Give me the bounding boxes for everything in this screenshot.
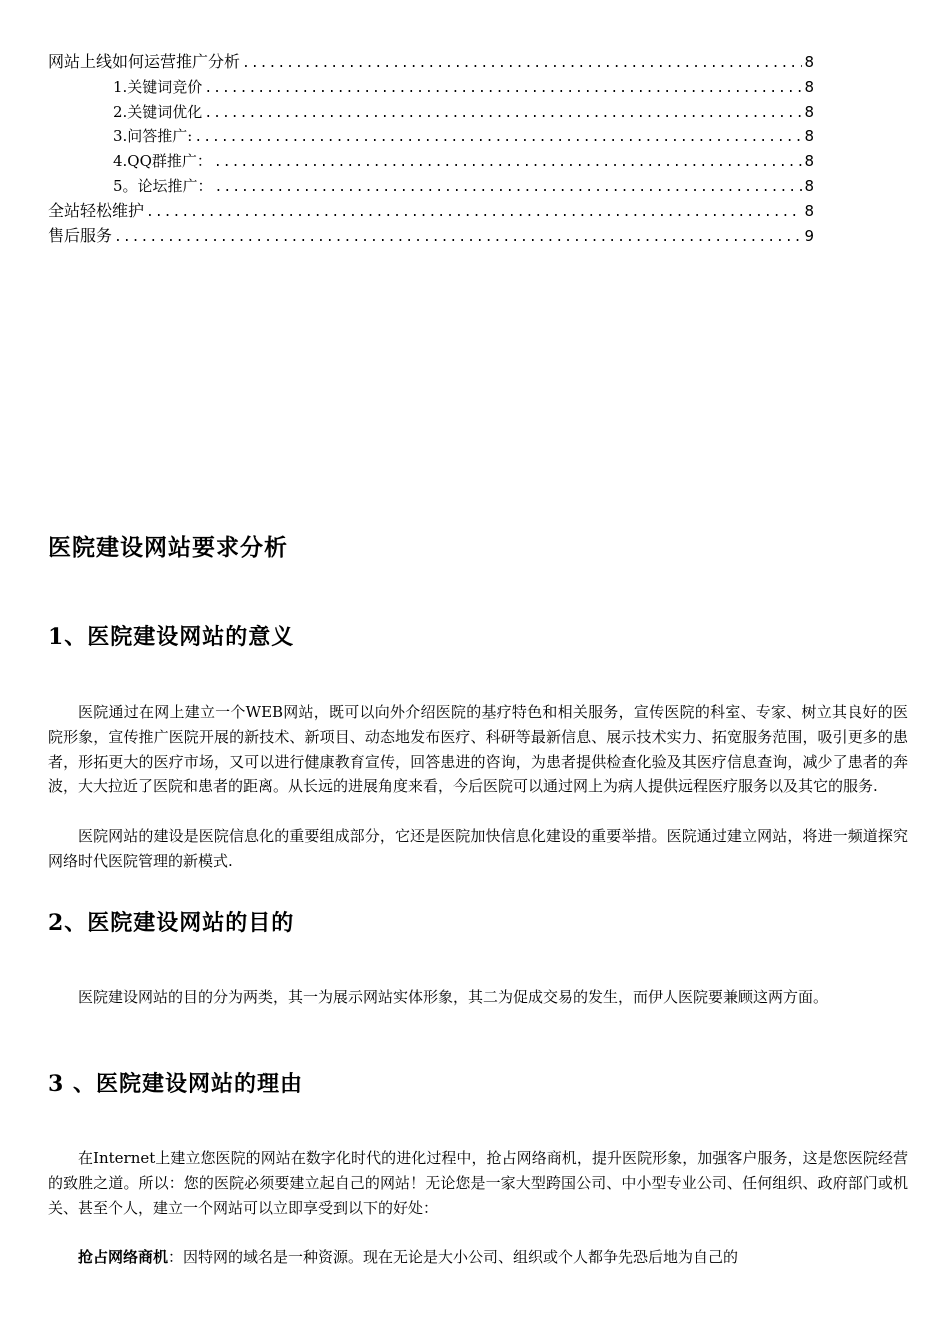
toc-page-number: 8: [804, 176, 814, 195]
body-paragraph: 医院网站的建设是医院信息化的重要组成部分，它还是医院加快信息化建设的重要举措。医院通过建立网站，将进一频道探究网络时代医院管理的新模式.: [48, 827, 908, 870]
toc-leader-dots: [214, 151, 803, 174]
toc-entry-text: 2.关键词优化: [113, 102, 203, 121]
toc-entry-text: 售后服务: [48, 225, 113, 245]
toc-page-number: 8: [804, 201, 814, 220]
toc-leader-dots: [242, 52, 802, 75]
section-heading: 2、医院建设网站的目的: [48, 910, 295, 936]
paragraph-text: ：因特网的域名是一种资源。现在无论是大小公司、组织或个人都争先恐后地为自己的: [168, 1248, 739, 1266]
table-of-contents: [48, 50, 814, 248]
toc-page-number: 8: [804, 77, 814, 96]
toc-entry-text: 3.问答推广:: [113, 127, 193, 146]
toc-page-number: 8: [804, 127, 814, 146]
body-paragraph: 医院通过在网上建立一个WEB网站，既可以向外介绍医院的基疗特色和相关服务，宣传医院的科室、专家、树立其良好的医院形象，宣传推广医院开展的新技术、新项目、动态地发布医疗、科研等最新信息、展示技术实力、拓宽服务范围，吸引更多的患者，形拓更大的医疗市场，又可以进行健康教育宣传，回答患进的咨询，为患者提供检查化验及其医疗信息查询，减少了患者的奔波，大大拉近了医院和患者的距离。从长远的进展角度来看，今后医院可以通过网上为病人提供远程医疗服务以及其它的服务.: [48, 703, 908, 796]
toc-entry-text: 全站轻松维护: [48, 200, 145, 220]
toc-entry[interactable]: [48, 149, 814, 174]
toc-leader-dots: [194, 126, 802, 149]
toc-entry[interactable]: [48, 174, 814, 199]
document-title: 医院建设网站要求分析: [48, 534, 288, 561]
body-paragraph: 医院建设网站的目的分为两类，其一为展示网站实体形象，其二为促成交易的发生，而伊人医院要兼顾这两方面。: [78, 988, 829, 1006]
toc-page-number: 8: [804, 102, 814, 121]
toc-entry-text: 5。论坛推广：: [113, 176, 213, 195]
toc-entry[interactable]: [48, 224, 814, 249]
toc-entry[interactable]: [48, 199, 814, 224]
toc-page-number: 8: [804, 152, 814, 171]
toc-entry[interactable]: [48, 75, 814, 100]
toc-entry[interactable]: [48, 50, 814, 75]
paragraph-lead-term: 抢占网络商机: [78, 1248, 169, 1266]
body-paragraph: [48, 1245, 908, 1270]
toc-leader-dots: [146, 201, 802, 224]
toc-entry[interactable]: [48, 100, 814, 125]
body-paragraph: 在Internet上建立您医院的网站在数字化时代的进化过程中，抢占网络商机，提升医院形象，加强客户服务，这是您医院经营的致胜之道。所以：您的医院必须要建立起自己的网站！无论您是一家大型跨国公司、中小型专业公司、任何组织、政府部门或机关、甚至个人，建立一个网站可以立即享受到以下的好处：: [48, 1149, 908, 1217]
section-heading: 1、医院建设网站的意义: [48, 624, 295, 650]
toc-leader-dots: [215, 176, 803, 199]
toc-page-number: 8: [804, 53, 814, 71]
section-heading: 3 、医院建设网站的理由: [48, 1071, 303, 1097]
toc-entry-text: 网站上线如何运营推广分析: [48, 52, 241, 71]
toc-entry[interactable]: [48, 124, 814, 149]
toc-entry-text: 4.QQ群推广：: [113, 152, 212, 171]
toc-page-number: 9: [804, 226, 814, 245]
toc-leader-dots: [204, 77, 802, 100]
toc-leader-dots: [204, 102, 802, 125]
toc-leader-dots: [114, 226, 802, 249]
toc-entry-text: 1.关键词竞价: [113, 77, 203, 96]
